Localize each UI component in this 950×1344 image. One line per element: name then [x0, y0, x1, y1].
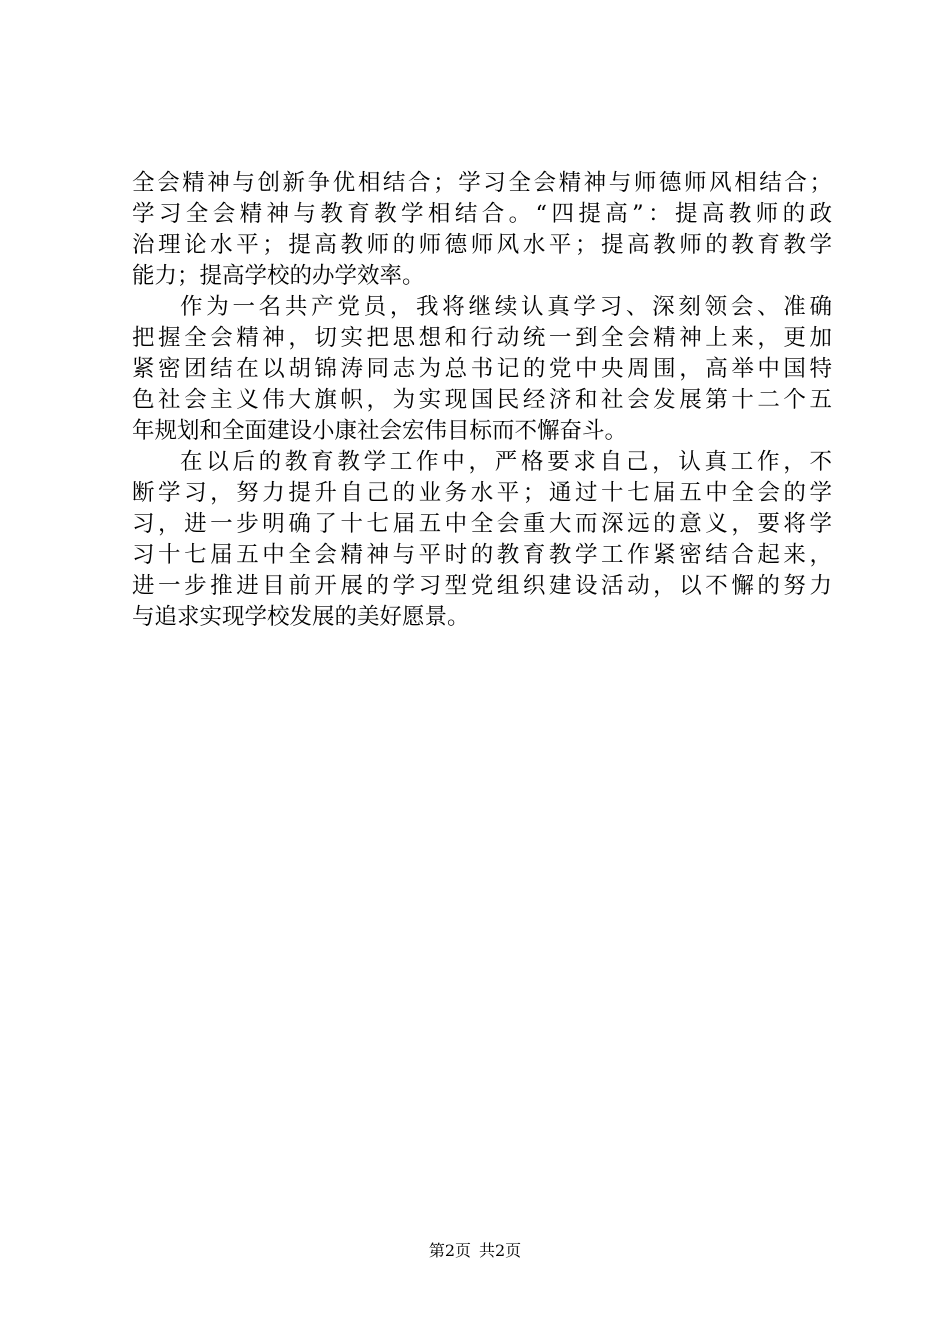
text-line: 紧密团结在以胡锦涛同志为总书记的党中央周围，高举中国特: [132, 356, 832, 382]
text-line: 年规划和全面建设小康社会宏伟目标而不懈奋斗。: [132, 418, 628, 444]
page-total: 共2页: [479, 1241, 522, 1260]
text-line: 能力；提高学校的办学效率。: [132, 263, 425, 289]
text-line: 习，进一步明确了十七届五中全会重大而深远的意义，要将学: [132, 511, 832, 537]
page-footer: [0, 1240, 950, 1262]
paragraph-2: [132, 292, 832, 447]
text-line: 作为一名共产党员，我将继续认真学习、深刻领会、准确: [180, 294, 832, 320]
text-line: 治理论水平；提高教师的师德师风水平；提高教师的教育教学: [132, 232, 832, 258]
text-line: 学习全会精神与教育教学相结合。“四提高”：提高教师的政: [132, 201, 832, 227]
text-line: 与追求实现学校发展的美好愿景。: [132, 604, 470, 630]
text-line: 在以后的教育教学工作中，严格要求自己，认真工作，不: [180, 449, 832, 475]
text-line: 断学习，努力提升自己的业务水平；通过十七届五中全会的学: [132, 480, 832, 506]
paragraph-1: [132, 168, 832, 292]
document-body: [132, 168, 832, 633]
text-line: 习十七届五中全会精神与平时的教育教学工作紧密结合起来，: [132, 542, 832, 568]
text-line: 全会精神与创新争优相结合；学习全会精神与师德师风相结合；: [132, 170, 832, 196]
paragraph-3: [132, 447, 832, 633]
text-line: 色社会主义伟大旗帜，为实现国民经济和社会发展第十二个五: [132, 387, 832, 413]
text-line: 把握全会精神，切实把思想和行动统一到全会精神上来，更加: [132, 325, 832, 351]
text-line: 进一步推进目前开展的学习型党组织建设活动，以不懈的努力: [132, 573, 832, 599]
page-number: 第2页: [428, 1241, 471, 1260]
